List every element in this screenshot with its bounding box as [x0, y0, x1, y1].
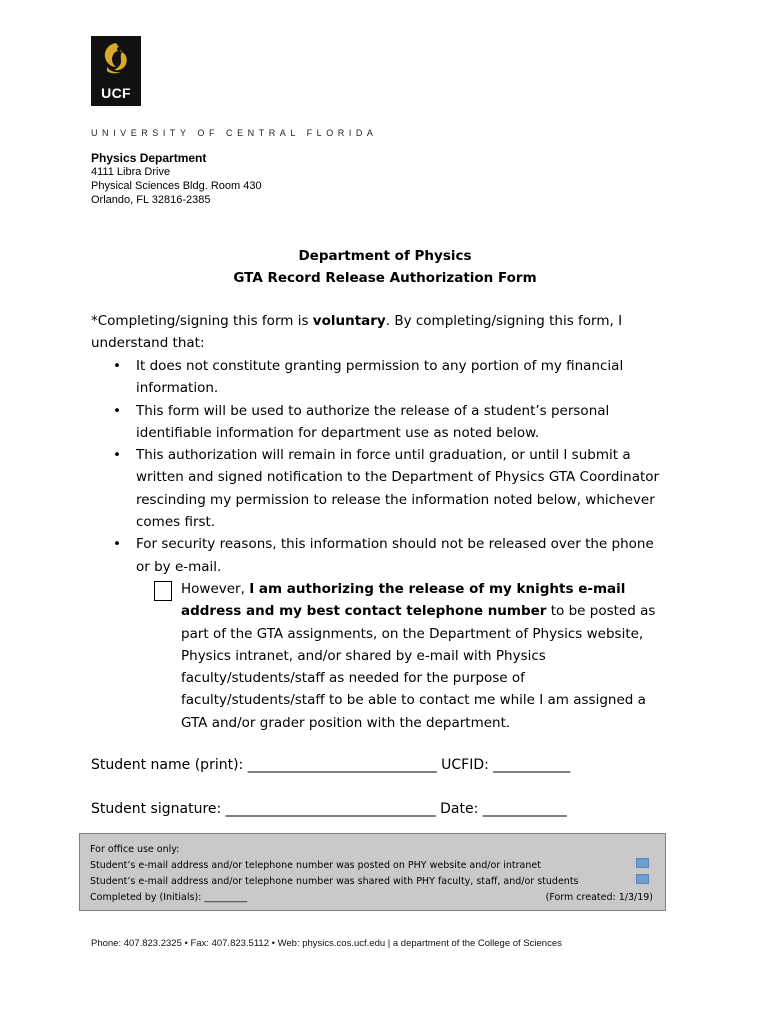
bullet-text: For security reasons, this information should not be released over the phone or by e-mail.: [136, 536, 654, 575]
student-name-field[interactable]: Student name (print): ___________________________ UCFID: ___________: [91, 757, 571, 773]
bullet-text: It does not constitute granting permission to any portion of my financial information.: [136, 358, 624, 397]
office-heading: For office use only:: [90, 844, 180, 855]
consent-bold: I am authorizing the release of my knights e-mail address and my best contact telephone number: [181, 581, 626, 620]
form-title: [0, 245, 770, 289]
logo-text: UCF: [101, 85, 131, 101]
bullet-icon: •: [113, 536, 121, 553]
intro-paragraph: [91, 310, 671, 354]
office-posted-row: [90, 858, 655, 874]
list-item: [91, 444, 671, 533]
university-name: UNIVERSITY OF CENTRAL FLORIDA: [91, 128, 378, 138]
pegasus-icon: [99, 41, 133, 77]
office-shared-row: [90, 874, 655, 890]
bullet-text: This authorization will remain in force until graduation, or until I submit a written and signed notification to the Department of Physics GTA Coordinator rescinding my permission to release the information noted below, whichever comes first.: [136, 447, 660, 531]
ucf-logo: [91, 36, 141, 106]
intro-suffix: . By completing/signing this form, I understand that:: [91, 313, 623, 351]
department-name: Physics Department: [91, 151, 207, 165]
department-address: [91, 151, 262, 207]
consent-checkbox[interactable]: [154, 581, 172, 601]
bullet-icon: •: [113, 358, 121, 374]
bullet-text: This form will be used to authorize the release of a student’s personal identifiable information for department use as noted below.: [136, 402, 610, 441]
consent-statement: [181, 578, 661, 734]
address-building: Physical Sciences Bldg. Room 430: [91, 180, 262, 192]
address-street: 4111 Libra Drive: [91, 166, 171, 178]
intro-prefix: *Completing/signing this form is: [91, 313, 313, 329]
consent-prefix: However,: [181, 581, 250, 597]
office-shared-text: Student’s e-mail address and/or telephone number was shared with PHY faculty, staff, and/or students: [90, 876, 579, 887]
office-completed-text[interactable]: Completed by (Initials): _________: [90, 892, 248, 903]
office-use-box: [79, 833, 666, 911]
office-completed-row: [90, 890, 655, 906]
list-item: [91, 533, 671, 578]
form-created-date: (Form created: 1/3/19): [545, 892, 653, 903]
bullet-icon: •: [113, 402, 121, 419]
consent-suffix: to be posted as part of the GTA assignments, on the Department of Physics website, Physics intranet, and/or shared by e-mail with Physics faculty/students/staff as needed for the purpose of faculty/students/staff to be able to contact me while I am assigned a GTA and/or grader position with the department.: [181, 603, 656, 731]
address-city: Orlando, FL 32816-2385: [91, 194, 211, 206]
list-item: [91, 355, 671, 400]
list-item: [91, 400, 671, 445]
bullet-icon: •: [113, 447, 121, 464]
title-line-1: Department of Physics: [298, 248, 472, 264]
student-signature-field[interactable]: Student signature: ______________________________ Date: ____________: [91, 801, 567, 817]
office-posted-text: Student’s e-mail address and/or telephone number was posted on PHY website and/or intranet: [90, 860, 541, 871]
office-posted-checkbox[interactable]: [636, 858, 649, 868]
terms-list: [91, 355, 671, 578]
title-line-2: GTA Record Release Authorization Form: [233, 270, 537, 286]
intro-bold: voluntary: [312, 313, 386, 329]
contact-footer: Phone: 407.823.2325 • Fax: 407.823.5112 • Web: physics.cos.ucf.edu | a department of the College of Sciences: [91, 938, 562, 949]
office-shared-checkbox[interactable]: [636, 874, 649, 884]
